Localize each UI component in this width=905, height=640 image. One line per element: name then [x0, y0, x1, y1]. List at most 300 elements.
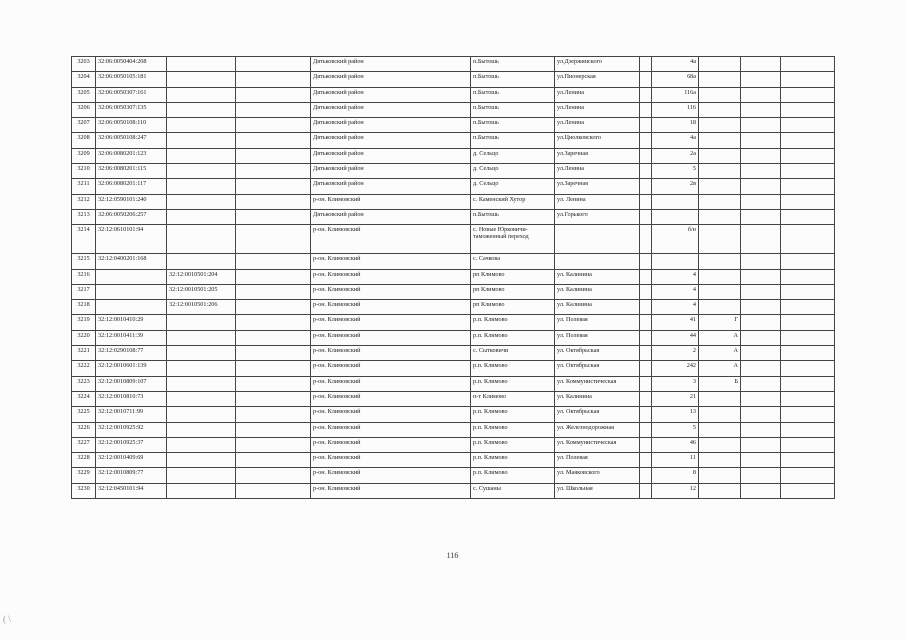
- table-row: [72, 194, 835, 209]
- cell-letter: Г: [699, 315, 741, 330]
- cell-empty: [236, 254, 311, 269]
- cell-cadastral-number: 32:06:0080201:117: [96, 179, 167, 194]
- cell-cadastral-number-2: [167, 179, 236, 194]
- table-row: [72, 315, 835, 330]
- cell-row-number: 3225: [72, 407, 96, 422]
- table-row: [72, 87, 835, 102]
- cell-empty: [236, 361, 311, 376]
- cell-cadastral-number-2: [167, 422, 236, 437]
- cell-letter: А: [699, 346, 741, 361]
- table-row: [72, 391, 835, 406]
- cell-street: ул. Коммунистическая: [555, 437, 640, 452]
- cell-empty: [640, 269, 652, 284]
- cell-cadastral-number: 32:12:0010411:39: [96, 330, 167, 345]
- cell-empty: [640, 453, 652, 468]
- cell-house-number: 3: [652, 376, 699, 391]
- cell-cadastral-number-2: [167, 437, 236, 452]
- cell-empty: [236, 407, 311, 422]
- cell-district: Дятьковский район: [311, 164, 471, 179]
- cell-house-number: 4а: [652, 133, 699, 148]
- cell-row-number: 3208: [72, 133, 96, 148]
- cell-row-number: 3217: [72, 284, 96, 299]
- cell-empty: [741, 102, 781, 117]
- cell-district: р-он. Климовский: [311, 315, 471, 330]
- cell-house-number: 4: [652, 300, 699, 315]
- cell-house-number: 5: [652, 422, 699, 437]
- cell-street: [555, 225, 640, 254]
- cell-locality: с. Каменский Хутор: [471, 194, 555, 209]
- cell-district: р-он. Климовский: [311, 376, 471, 391]
- cell-cadastral-number-2: [167, 164, 236, 179]
- cell-cadastral-number: 32:12:0010410:29: [96, 315, 167, 330]
- table-row: [72, 284, 835, 299]
- cell-empty: [741, 330, 781, 345]
- cell-letter: А: [699, 361, 741, 376]
- cell-empty: [640, 164, 652, 179]
- cell-district: Дятьковский район: [311, 179, 471, 194]
- cell-empty: [640, 361, 652, 376]
- cell-house-number: 116а: [652, 87, 699, 102]
- cell-empty: [236, 72, 311, 87]
- cell-empty: [781, 57, 835, 72]
- cell-cadastral-number: 32:12:0400201:168: [96, 254, 167, 269]
- cell-locality: д. Сельцо: [471, 179, 555, 194]
- cell-letter: [699, 118, 741, 133]
- cell-letter: [699, 437, 741, 452]
- cell-street: ул. Полевая: [555, 330, 640, 345]
- cell-locality: с. Сушаны: [471, 483, 555, 498]
- cell-cadastral-number: 32:06:0050105:181: [96, 72, 167, 87]
- cell-cadastral-number-2: [167, 72, 236, 87]
- cell-empty: [741, 315, 781, 330]
- cell-empty: [236, 179, 311, 194]
- cell-letter: [699, 102, 741, 117]
- cell-house-number: 68а: [652, 72, 699, 87]
- cell-empty: [781, 164, 835, 179]
- cell-house-number: 18: [652, 118, 699, 133]
- cell-empty: [640, 330, 652, 345]
- cell-cadastral-number: 32:12:0610101:94: [96, 225, 167, 254]
- cell-empty: [741, 118, 781, 133]
- cell-house-number: 2в: [652, 179, 699, 194]
- cell-locality: р.п. Климово: [471, 437, 555, 452]
- cell-locality: п.Бытошь: [471, 118, 555, 133]
- table-row: [72, 254, 835, 269]
- table-row: [72, 453, 835, 468]
- cell-empty: [741, 422, 781, 437]
- cell-empty: [781, 391, 835, 406]
- cell-cadastral-number: 32:06:0080201:123: [96, 148, 167, 163]
- cell-cadastral-number: [96, 284, 167, 299]
- cell-cadastral-number: 32:06:0080201:115: [96, 164, 167, 179]
- cell-district: р-он. Климовский: [311, 453, 471, 468]
- table-row: [72, 148, 835, 163]
- cell-cadastral-number: 32:12:0010925:92: [96, 422, 167, 437]
- cell-locality: п-т Климово: [471, 391, 555, 406]
- cell-cadastral-number: 32:12:0010925:37: [96, 437, 167, 452]
- cell-cadastral-number: 32:06:0050404:208: [96, 57, 167, 72]
- cell-street: ул.Горького: [555, 209, 640, 224]
- cell-letter: [699, 254, 741, 269]
- cell-house-number: 2: [652, 346, 699, 361]
- cell-locality: с. Сачкова: [471, 254, 555, 269]
- cell-empty: [781, 422, 835, 437]
- cell-empty: [741, 361, 781, 376]
- cell-empty: [741, 269, 781, 284]
- cell-empty: [781, 179, 835, 194]
- cell-row-number: 3221: [72, 346, 96, 361]
- cell-house-number: [652, 209, 699, 224]
- cell-cadastral-number: 32:06:0050307:135: [96, 102, 167, 117]
- cell-empty: [781, 300, 835, 315]
- cell-letter: [699, 284, 741, 299]
- table-row: [72, 57, 835, 72]
- cell-letter: [699, 72, 741, 87]
- cell-empty: [781, 407, 835, 422]
- table-row: [72, 330, 835, 345]
- cell-cadastral-number-2: [167, 225, 236, 254]
- cell-row-number: 3214: [72, 225, 96, 254]
- cell-row-number: 3211: [72, 179, 96, 194]
- cell-house-number: 4: [652, 269, 699, 284]
- cell-empty: [640, 437, 652, 452]
- cell-cadastral-number-2: [167, 133, 236, 148]
- cell-locality: п.Бытошь: [471, 209, 555, 224]
- margin-scan-mark: ( \: [3, 614, 11, 624]
- cell-empty: [236, 148, 311, 163]
- cell-house-number: 8: [652, 468, 699, 483]
- cell-empty: [781, 225, 835, 254]
- cell-empty: [236, 468, 311, 483]
- cell-locality: с. Сытковичи: [471, 346, 555, 361]
- cell-empty: [741, 179, 781, 194]
- table-body: [72, 57, 835, 499]
- cell-house-number: 44: [652, 330, 699, 345]
- cell-empty: [741, 391, 781, 406]
- cell-street: ул. Калинина: [555, 284, 640, 299]
- cell-empty: [781, 483, 835, 498]
- cell-house-number: 116: [652, 102, 699, 117]
- cell-district: Дятьковский район: [311, 118, 471, 133]
- cell-cadastral-number: 32:12:0450101:94: [96, 483, 167, 498]
- table-row: [72, 133, 835, 148]
- cell-cadastral-number: 32:12:0290108:77: [96, 346, 167, 361]
- cell-letter: [699, 87, 741, 102]
- cell-house-number: 21: [652, 391, 699, 406]
- cell-cadastral-number: 32:12:0010810:73: [96, 391, 167, 406]
- cell-locality: р.п. Климово: [471, 361, 555, 376]
- cell-empty: [236, 346, 311, 361]
- cell-empty: [640, 148, 652, 163]
- cell-letter: [699, 209, 741, 224]
- cell-empty: [781, 361, 835, 376]
- cell-cadastral-number: 32:06:0050206:257: [96, 209, 167, 224]
- table-row: [72, 483, 835, 498]
- cell-row-number: 3215: [72, 254, 96, 269]
- cell-empty: [640, 468, 652, 483]
- cell-row-number: 3203: [72, 57, 96, 72]
- cell-district: р-он. Климовский: [311, 225, 471, 254]
- cell-empty: [640, 57, 652, 72]
- table-row: [72, 269, 835, 284]
- cell-letter: [699, 422, 741, 437]
- cell-street: ул. Ленина: [555, 194, 640, 209]
- cell-empty: [236, 284, 311, 299]
- cell-house-number: б/н: [652, 225, 699, 254]
- table-row: [72, 407, 835, 422]
- cell-empty: [640, 194, 652, 209]
- cell-house-number: 46: [652, 437, 699, 452]
- cell-letter: [699, 148, 741, 163]
- cell-cadastral-number-2: [167, 346, 236, 361]
- cell-house-number: 5: [652, 164, 699, 179]
- cell-street: ул. Маяковского: [555, 468, 640, 483]
- cell-empty: [640, 118, 652, 133]
- cell-locality: р.п. Климово: [471, 330, 555, 345]
- cell-letter: [699, 483, 741, 498]
- cell-empty: [781, 133, 835, 148]
- cell-empty: [236, 194, 311, 209]
- cell-empty: [741, 284, 781, 299]
- cell-empty: [640, 179, 652, 194]
- cell-street: ул.Заречная: [555, 148, 640, 163]
- table-row: [72, 361, 835, 376]
- cell-cadastral-number-2: [167, 407, 236, 422]
- cell-cadastral-number: [96, 269, 167, 284]
- cell-street: ул.Дзержинского: [555, 57, 640, 72]
- cell-cadastral-number-2: [167, 330, 236, 345]
- cell-empty: [741, 57, 781, 72]
- cell-district: р-он. Климовский: [311, 422, 471, 437]
- cell-district: р-он. Климовский: [311, 330, 471, 345]
- cell-district: р-он. Климовский: [311, 483, 471, 498]
- cell-letter: [699, 453, 741, 468]
- cell-cadastral-number-2: [167, 361, 236, 376]
- cell-street: [555, 254, 640, 269]
- cell-street: ул. Октябрьская: [555, 361, 640, 376]
- cell-locality: д. Сельцо: [471, 148, 555, 163]
- registry-table: [71, 56, 835, 499]
- cell-row-number: 3213: [72, 209, 96, 224]
- cell-cadastral-number: 32:12:0010601:139: [96, 361, 167, 376]
- cell-cadastral-number-2: 32:12:0010501:206: [167, 300, 236, 315]
- cell-house-number: 2а: [652, 148, 699, 163]
- cell-letter: [699, 225, 741, 254]
- table-row: [72, 376, 835, 391]
- cell-cadastral-number-2: [167, 376, 236, 391]
- cell-empty: [640, 209, 652, 224]
- cell-empty: [236, 330, 311, 345]
- cell-empty: [236, 133, 311, 148]
- cell-empty: [781, 330, 835, 345]
- cell-empty: [741, 376, 781, 391]
- cell-row-number: 3210: [72, 164, 96, 179]
- cell-empty: [741, 437, 781, 452]
- cell-house-number: 41: [652, 315, 699, 330]
- cell-locality: п.Бытошь: [471, 133, 555, 148]
- cell-letter: [699, 468, 741, 483]
- cell-district: Дятьковский район: [311, 72, 471, 87]
- cell-empty: [236, 300, 311, 315]
- cell-cadastral-number-2: [167, 194, 236, 209]
- cell-cadastral-number-2: 32:12:0010501:204: [167, 269, 236, 284]
- cell-empty: [741, 164, 781, 179]
- cell-house-number: 11: [652, 453, 699, 468]
- cell-district: Дятьковский район: [311, 148, 471, 163]
- cell-house-number: 12: [652, 483, 699, 498]
- table-row: [72, 422, 835, 437]
- cell-empty: [236, 269, 311, 284]
- cell-street: ул. Калинина: [555, 300, 640, 315]
- table-row: [72, 164, 835, 179]
- page-number: 116: [446, 551, 459, 560]
- cell-row-number: 3209: [72, 148, 96, 163]
- cell-letter: [699, 407, 741, 422]
- cell-empty: [781, 102, 835, 117]
- cell-letter: [699, 194, 741, 209]
- cell-locality: рп Климово: [471, 284, 555, 299]
- cell-house-number: [652, 194, 699, 209]
- cell-district: р-он. Климовский: [311, 269, 471, 284]
- cell-letter: Б: [699, 376, 741, 391]
- table-row: [72, 437, 835, 452]
- cell-empty: [781, 468, 835, 483]
- cell-locality: п.Бытошь: [471, 72, 555, 87]
- cell-district: Дятьковский район: [311, 87, 471, 102]
- cell-street: ул. Полевая: [555, 453, 640, 468]
- cell-empty: [781, 346, 835, 361]
- cell-locality: п.Бытошь: [471, 102, 555, 117]
- cell-letter: [699, 269, 741, 284]
- cell-empty: [640, 376, 652, 391]
- cell-locality: с. Новые Юрковичи-таможенный переход: [471, 225, 555, 254]
- cell-empty: [640, 102, 652, 117]
- cell-empty: [236, 453, 311, 468]
- table-row: [72, 300, 835, 315]
- cell-empty: [741, 300, 781, 315]
- cell-cadastral-number-2: [167, 315, 236, 330]
- cell-empty: [236, 225, 311, 254]
- cell-locality: рп Климово: [471, 269, 555, 284]
- cell-cadastral-number-2: [167, 254, 236, 269]
- cell-letter: [699, 133, 741, 148]
- cell-cadastral-number: 32:12:0010409:69: [96, 453, 167, 468]
- cell-empty: [781, 194, 835, 209]
- cell-cadastral-number-2: [167, 391, 236, 406]
- table-row: [72, 225, 835, 254]
- cell-street: ул. Октябрьская: [555, 346, 640, 361]
- cell-empty: [236, 102, 311, 117]
- cell-empty: [640, 346, 652, 361]
- cell-empty: [781, 284, 835, 299]
- cell-house-number: 4: [652, 284, 699, 299]
- cell-row-number: 3223: [72, 376, 96, 391]
- cell-row-number: 3230: [72, 483, 96, 498]
- cell-empty: [640, 87, 652, 102]
- cell-locality: р.п. Климово: [471, 468, 555, 483]
- cell-empty: [640, 254, 652, 269]
- cell-letter: [699, 391, 741, 406]
- cell-cadastral-number-2: [167, 483, 236, 498]
- cell-empty: [741, 148, 781, 163]
- cell-cadastral-number: 32:06:0050108:247: [96, 133, 167, 148]
- cell-empty: [741, 468, 781, 483]
- cell-row-number: 3229: [72, 468, 96, 483]
- cell-row-number: 3212: [72, 194, 96, 209]
- cell-empty: [640, 225, 652, 254]
- cell-empty: [236, 118, 311, 133]
- cell-house-number: 242: [652, 361, 699, 376]
- cell-locality: рп Климово: [471, 300, 555, 315]
- cell-locality: р.п. Климово: [471, 376, 555, 391]
- cell-cadastral-number-2: [167, 87, 236, 102]
- cell-house-number: [652, 254, 699, 269]
- cell-row-number: 3224: [72, 391, 96, 406]
- cell-row-number: 3216: [72, 269, 96, 284]
- cell-empty: [236, 422, 311, 437]
- cell-locality: р.п. Климово: [471, 315, 555, 330]
- cell-empty: [640, 72, 652, 87]
- cell-cadastral-number: [96, 300, 167, 315]
- cell-cadastral-number-2: [167, 57, 236, 72]
- cell-row-number: 3218: [72, 300, 96, 315]
- cell-district: р-он. Климовский: [311, 300, 471, 315]
- cell-district: р-он. Климовский: [311, 407, 471, 422]
- cell-row-number: 3204: [72, 72, 96, 87]
- cell-cadastral-number: 32:12:0010809:77: [96, 468, 167, 483]
- cell-empty: [741, 453, 781, 468]
- cell-cadastral-number-2: [167, 118, 236, 133]
- table-row: [72, 209, 835, 224]
- cell-empty: [640, 407, 652, 422]
- cell-row-number: 3205: [72, 87, 96, 102]
- cell-empty: [741, 87, 781, 102]
- cell-district: Дятьковский район: [311, 209, 471, 224]
- cell-cadastral-number: 32:12:0590101:240: [96, 194, 167, 209]
- cell-district: Дятьковский район: [311, 133, 471, 148]
- cell-cadastral-number: 32:12:0010711:99: [96, 407, 167, 422]
- cell-locality: п.Бытошь: [471, 87, 555, 102]
- cell-letter: [699, 179, 741, 194]
- cell-empty: [781, 148, 835, 163]
- cell-empty: [640, 133, 652, 148]
- cell-street: ул.Пионерская: [555, 72, 640, 87]
- cell-street: ул. Октябрьская: [555, 407, 640, 422]
- cell-row-number: 3227: [72, 437, 96, 452]
- cell-street: ул. Коммунистическая: [555, 376, 640, 391]
- table-row: [72, 346, 835, 361]
- cell-district: р-он. Климовский: [311, 346, 471, 361]
- cell-letter: [699, 164, 741, 179]
- table-row: [72, 118, 835, 133]
- cell-empty: [236, 437, 311, 452]
- cell-empty: [741, 209, 781, 224]
- cell-street: ул. Калинина: [555, 391, 640, 406]
- cell-row-number: 3220: [72, 330, 96, 345]
- cell-cadastral-number-2: [167, 148, 236, 163]
- cell-street: ул. Полевая: [555, 315, 640, 330]
- cell-empty: [741, 483, 781, 498]
- cell-empty: [236, 164, 311, 179]
- cell-street: ул.Ленина: [555, 164, 640, 179]
- cell-cadastral-number-2: [167, 209, 236, 224]
- cell-locality: п.Бытошь: [471, 57, 555, 72]
- cell-cadastral-number: 32:12:0010809:107: [96, 376, 167, 391]
- cell-empty: [640, 483, 652, 498]
- cell-row-number: 3206: [72, 102, 96, 117]
- cell-empty: [640, 300, 652, 315]
- cell-district: р-он. Климовский: [311, 391, 471, 406]
